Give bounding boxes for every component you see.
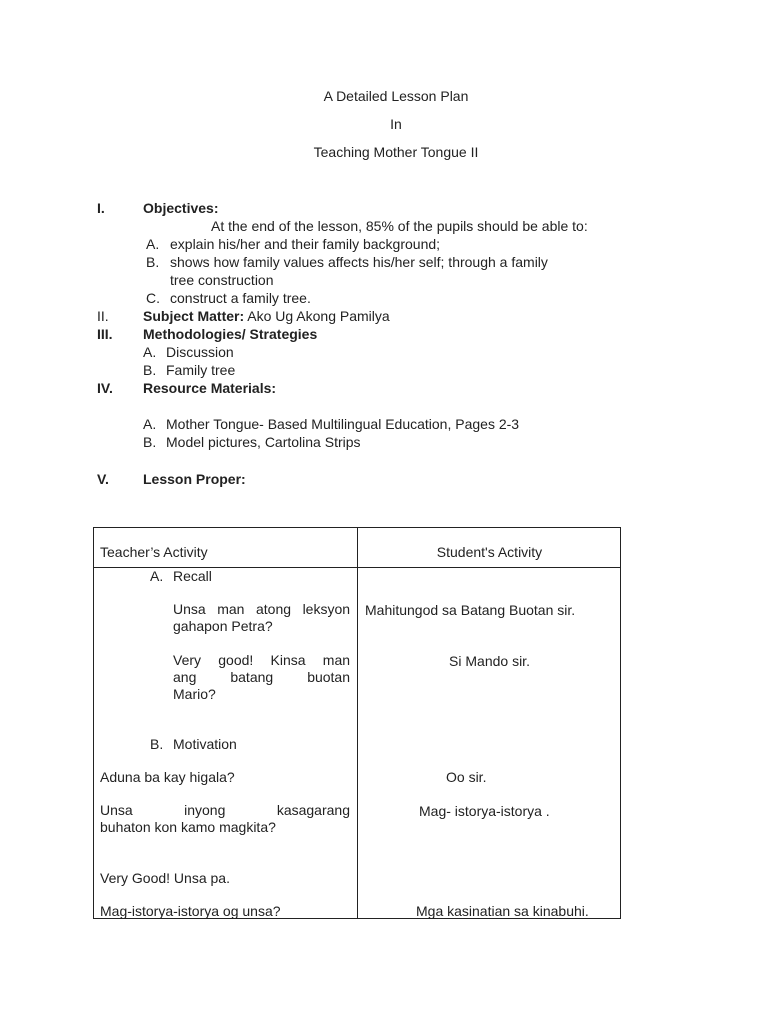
list-letter: C. (146, 290, 160, 306)
section-number: II. (97, 308, 109, 324)
student-activity-header: Student's Activity (436, 544, 543, 560)
list-item: construct a family tree. (170, 290, 311, 306)
teacher-activity-header: Teacher’s Activity (100, 544, 208, 560)
document-title: A Detailed Lesson Plan (323, 88, 469, 104)
student-answer: Si Mando sir. (449, 653, 530, 669)
list-item: Model pictures, Cartolina Strips (166, 434, 361, 450)
student-answer: Oo sir. (446, 769, 487, 785)
list-item: explain his/her and their family background; (170, 236, 441, 252)
objectives-intro: At the end of the lesson, 85% of the pupils should be able to: (211, 218, 588, 234)
list-letter: B. (146, 254, 160, 270)
recall-label: Recall (173, 568, 212, 584)
objectives-heading: Objectives: (143, 200, 219, 216)
list-letter: B. (150, 736, 164, 752)
teacher-question: Mag-istorya-istorya og unsa? (100, 903, 281, 919)
subject-matter-value: Ako Ug Akong Pamilya (247, 308, 390, 324)
student-answer: Mahitungod sa Batang Buotan sir. (365, 602, 576, 618)
list-item-continued: tree construction (170, 272, 274, 288)
list-letter: B. (143, 362, 157, 378)
section-number: I. (97, 200, 105, 216)
lesson-proper-heading: Lesson Proper: (143, 471, 246, 487)
subject-matter-line (143, 307, 390, 325)
teacher-question: Very good! Kinsa man (173, 652, 351, 668)
resources-heading: Resource Materials: (143, 380, 277, 396)
list-item: Mother Tongue- Based Multilingual Education, Pages 2-3 (166, 416, 520, 432)
teacher-question: Unsa inyong kasagarang (100, 802, 350, 818)
list-letter: A. (143, 416, 157, 432)
teacher-question-cont: buhaton kon kamo magkita? (100, 819, 276, 835)
teacher-question: Unsa man atong leksyon (173, 601, 351, 617)
list-letter: A. (146, 236, 160, 252)
list-item: Family tree (166, 362, 236, 378)
list-letter: B. (143, 434, 157, 450)
methodologies-heading: Methodologies/ Strategies (143, 326, 318, 342)
teacher-question-cont: ang batang buotan (173, 669, 351, 685)
section-number: V. (97, 471, 109, 487)
list-letter: A. (150, 568, 164, 584)
motivation-label: Motivation (173, 736, 237, 752)
document-subject: Teaching Mother Tongue II (313, 144, 479, 160)
list-item: shows how family values affects his/her self; through a family (170, 254, 548, 270)
title-line-in: In (390, 116, 402, 132)
list-letter: A. (143, 344, 157, 360)
teacher-question: Very Good! Unsa pa. (100, 870, 230, 886)
subject-matter-heading: Subject Matter: (143, 308, 245, 324)
teacher-question-cont: Mario? (173, 686, 216, 702)
teacher-question-cont: gahapon Petra? (173, 618, 273, 634)
list-item: Discussion (166, 344, 234, 360)
section-number: III. (97, 326, 113, 342)
section-number: IV. (97, 380, 113, 396)
teacher-question: Aduna ba kay higala? (100, 769, 235, 785)
student-answer: Mga kasinatian sa kinabuhi. (416, 903, 589, 919)
table-column-divider (357, 527, 358, 919)
student-answer: Mag- istorya-istorya . (419, 803, 550, 819)
